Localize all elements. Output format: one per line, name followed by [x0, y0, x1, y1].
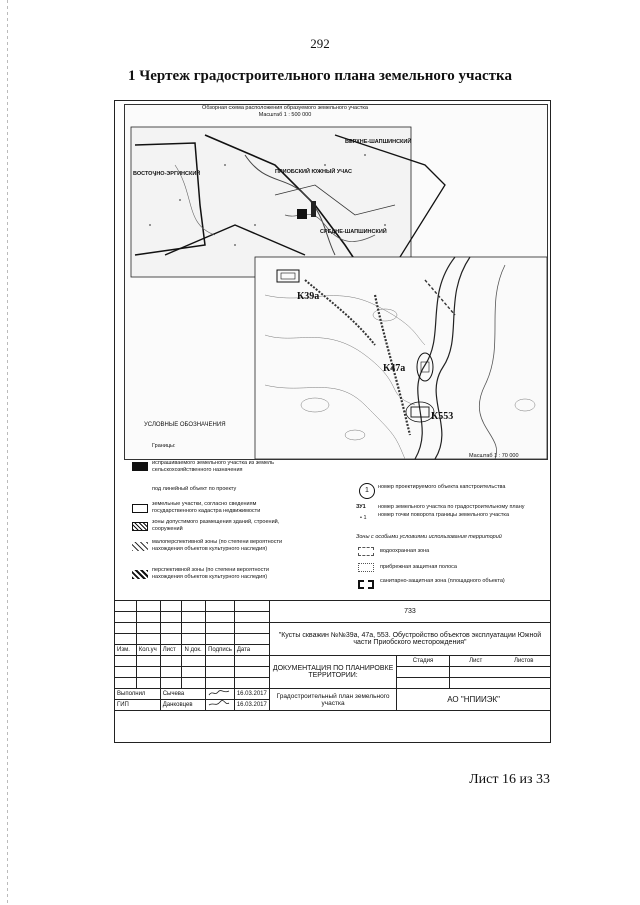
stamp-role: Выполнил: [115, 689, 161, 700]
legend-text: прибрежная защитная полоса: [380, 564, 457, 570]
overview-label: ВОСТОЧНО-ЭРГИНСКИЙ: [133, 171, 201, 177]
sheet-number: Лист 16 из 33: [469, 772, 550, 787]
title-block: [114, 600, 551, 711]
stamp-stage-col: Листов: [513, 658, 534, 664]
stamp-role: ГИП: [115, 700, 161, 711]
stamp-col: Дата: [234, 645, 269, 656]
stamp-name: Данковцев: [160, 700, 205, 711]
legend-text: номер земельного участка по градостроительному плану: [378, 504, 525, 510]
legend-text: санитарно-защитная зона (площадного объекта): [380, 578, 505, 584]
legend-swatch: [132, 570, 148, 579]
detail-label: К39а: [297, 291, 320, 302]
stamp-name: Сычева: [160, 689, 205, 700]
stamp-col: Изм.: [115, 645, 137, 656]
legend-swatch: [358, 547, 374, 556]
legend-text: зоны допустимого размещения зданий, строений, сооружений: [152, 519, 280, 532]
overview-label: СРЕДНЕ-ШАПШИНСКИЙ: [320, 229, 387, 235]
legend-swatch: [132, 504, 148, 513]
stamp-stage-col: Стадия: [397, 656, 449, 667]
overview-label: ВЕРХНЕ-ШАПШИНСКИЙ: [345, 139, 412, 145]
stamp-col: Кол.уч: [136, 645, 160, 656]
legend-text: номер точки поворота границы земельного участка: [378, 512, 510, 518]
legend-text: Зоны с особыми условиями использования территорий: [356, 534, 502, 540]
stamp-col: N док.: [182, 645, 206, 656]
legend-mark: 1: [359, 483, 375, 499]
map-area: [124, 104, 548, 460]
legend-text: малоперспективной зоны (по степени вероятности нахождения объектов культурного наследия): [152, 539, 283, 552]
stamp-col: Лист: [160, 645, 182, 656]
stamp-date: 16.03.2017: [234, 689, 269, 700]
legend-text: перспективной зоны (по степени вероятности нахождения объектов культурного наследия): [152, 567, 269, 580]
legend-text: водоохранная зона: [380, 548, 430, 554]
stamp-signature: [206, 689, 235, 700]
legend-mark: • 1: [360, 515, 367, 521]
legend-text: под линейный объект по проекту: [152, 486, 237, 492]
stamp-stage-col: Лист: [469, 658, 483, 664]
stamp-col: Подпись: [206, 645, 235, 656]
stamp-signature: [206, 700, 235, 711]
legend-text: Границы:: [152, 443, 176, 449]
legend-swatch: [358, 580, 374, 589]
map-graphics: [125, 105, 548, 460]
binding-edge: [7, 0, 8, 905]
legend-title: УСЛОВНЫЕ ОБОЗНАЧЕНИЯ: [144, 422, 226, 428]
legend-mark: ЗУ1: [356, 504, 366, 510]
legend-text: испрашиваемого земельного участка из земель сельскохозяйственного назначения: [152, 460, 274, 473]
legend-swatch: [358, 563, 374, 572]
overview-title: Обзорная схема расположения образуемого земельного участка: [202, 105, 368, 111]
legend-text: земельные участки, согласно сведениям государственного кадастра недвижимости: [152, 501, 261, 514]
stamp-doc-title: ДОКУМЕНТАЦИЯ ПО ПЛАНИРОВКЕ ТЕРРИТОРИИ:: [269, 656, 396, 689]
legend-swatch: [132, 542, 148, 551]
detail-label: К47а: [383, 363, 406, 374]
overview-label: ПРИОБСКИЙ ЮЖНЫЙ УЧАС: [275, 169, 352, 175]
detail-scale: Масштаб 1 : 70 000: [469, 453, 519, 459]
stamp-date: 16.03.2017: [234, 700, 269, 711]
document-title: 1 Чертеж градостроительного плана земельного участка: [128, 68, 512, 84]
legend-text: номер проектируемого объекта капстроительства: [378, 484, 506, 490]
overview-scale: Масштаб 1 : 500 000: [258, 112, 312, 118]
stamp-code: 733: [269, 601, 550, 623]
stamp-project: "Кусты скважин №№39а, 47а, 553. Обустройство объектов эксплуатации Южной части Приобского месторождения": [269, 623, 550, 656]
detail-label: К553: [431, 411, 454, 422]
legend-swatch: [132, 522, 148, 531]
legend-swatch: [132, 462, 148, 471]
stamp-doc-sub: Градостроительный план земельного участка: [269, 689, 396, 711]
stamp-org: АО "НПИИЭК": [397, 689, 551, 711]
stamp-stage-cols: [449, 656, 550, 667]
page-number: 292: [310, 36, 330, 51]
